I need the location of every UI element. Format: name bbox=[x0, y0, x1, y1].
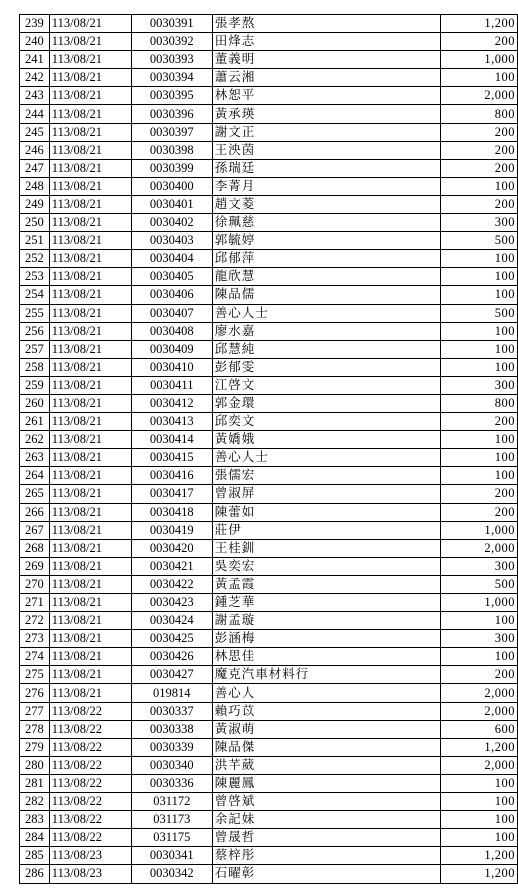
donor-name: 謝孟璇 bbox=[212, 612, 441, 630]
receipt-number: 0030392 bbox=[131, 33, 212, 51]
donor-name: 林恕平 bbox=[212, 87, 441, 105]
donation-amount: 100 bbox=[441, 467, 518, 485]
row-number: 255 bbox=[20, 304, 50, 322]
receipt-number: 0030406 bbox=[131, 286, 212, 304]
row-number: 270 bbox=[20, 575, 50, 593]
receipt-number: 0030426 bbox=[131, 648, 212, 666]
donation-amount: 1,000 bbox=[441, 51, 518, 69]
donor-name: 余記妹 bbox=[212, 811, 441, 829]
donor-name: 洪芊葳 bbox=[212, 756, 441, 774]
donation-date: 113/08/21 bbox=[49, 575, 131, 593]
donation-amount: 200 bbox=[441, 123, 518, 141]
donor-name: 謝文正 bbox=[212, 123, 441, 141]
donation-date: 113/08/21 bbox=[49, 612, 131, 630]
donation-amount: 100 bbox=[441, 286, 518, 304]
donor-name: 曾淑屏 bbox=[212, 485, 441, 503]
receipt-number: 0030405 bbox=[131, 268, 212, 286]
receipt-number: 0030425 bbox=[131, 630, 212, 648]
receipt-number: 0030414 bbox=[131, 431, 212, 449]
table-row bbox=[20, 376, 518, 394]
row-number: 278 bbox=[20, 720, 50, 738]
receipt-number: 0030423 bbox=[131, 594, 212, 612]
donation-date: 113/08/21 bbox=[49, 123, 131, 141]
row-number: 248 bbox=[20, 177, 50, 195]
donation-date: 113/08/21 bbox=[49, 449, 131, 467]
donation-date: 113/08/21 bbox=[49, 159, 131, 177]
donation-date: 113/08/21 bbox=[49, 15, 131, 33]
donation-amount: 100 bbox=[441, 774, 518, 792]
donation-date: 113/08/21 bbox=[49, 394, 131, 412]
row-number: 260 bbox=[20, 394, 50, 412]
table-row bbox=[20, 539, 518, 557]
donation-amount: 200 bbox=[441, 666, 518, 684]
donor-name: 善心人士 bbox=[212, 449, 441, 467]
table-row bbox=[20, 322, 518, 340]
receipt-number: 0030336 bbox=[131, 774, 212, 792]
donation-date: 113/08/21 bbox=[49, 684, 131, 702]
donation-amount: 300 bbox=[441, 630, 518, 648]
table-row bbox=[20, 449, 518, 467]
donation-date: 113/08/23 bbox=[49, 865, 131, 883]
donation-date: 113/08/22 bbox=[49, 829, 131, 847]
donation-amount: 300 bbox=[441, 214, 518, 232]
table-row bbox=[20, 503, 518, 521]
row-number: 256 bbox=[20, 322, 50, 340]
table-row bbox=[20, 304, 518, 322]
donor-name: 曾啓斌 bbox=[212, 793, 441, 811]
donation-amount: 100 bbox=[441, 250, 518, 268]
table-row bbox=[20, 394, 518, 412]
donation-amount: 1,000 bbox=[441, 521, 518, 539]
donor-name: 邱慧純 bbox=[212, 340, 441, 358]
donor-name: 張儒宏 bbox=[212, 467, 441, 485]
table-row bbox=[20, 793, 518, 811]
donation-date: 113/08/21 bbox=[49, 340, 131, 358]
table-row bbox=[20, 232, 518, 250]
receipt-number: 0030341 bbox=[131, 847, 212, 865]
donor-name: 賴巧苡 bbox=[212, 702, 441, 720]
donation-date: 113/08/21 bbox=[49, 539, 131, 557]
donor-name: 黃承瑛 bbox=[212, 105, 441, 123]
donor-name: 邱郁萍 bbox=[212, 250, 441, 268]
receipt-number: 0030401 bbox=[131, 195, 212, 213]
table-row bbox=[20, 195, 518, 213]
row-number: 259 bbox=[20, 376, 50, 394]
table-row bbox=[20, 268, 518, 286]
receipt-number: 0030418 bbox=[131, 503, 212, 521]
donation-date: 113/08/21 bbox=[49, 666, 131, 684]
receipt-number: 019814 bbox=[131, 684, 212, 702]
donation-amount: 1,000 bbox=[441, 594, 518, 612]
receipt-number: 0030396 bbox=[131, 105, 212, 123]
donation-date: 113/08/21 bbox=[49, 521, 131, 539]
donation-amount: 200 bbox=[441, 195, 518, 213]
table-row bbox=[20, 69, 518, 87]
donor-name: 王泱茵 bbox=[212, 141, 441, 159]
row-number: 254 bbox=[20, 286, 50, 304]
table-row bbox=[20, 738, 518, 756]
donation-date: 113/08/21 bbox=[49, 69, 131, 87]
donor-name: 江啓文 bbox=[212, 376, 441, 394]
row-number: 257 bbox=[20, 340, 50, 358]
row-number: 280 bbox=[20, 756, 50, 774]
row-number: 249 bbox=[20, 195, 50, 213]
table-row bbox=[20, 286, 518, 304]
row-number: 243 bbox=[20, 87, 50, 105]
table-row bbox=[20, 811, 518, 829]
donor-name: 郭毓婷 bbox=[212, 232, 441, 250]
donation-amount: 100 bbox=[441, 322, 518, 340]
donor-name: 善心人 bbox=[212, 684, 441, 702]
donation-amount: 2,000 bbox=[441, 87, 518, 105]
donor-name: 張孝熬 bbox=[212, 15, 441, 33]
donation-date: 113/08/21 bbox=[49, 250, 131, 268]
donation-date: 113/08/21 bbox=[49, 358, 131, 376]
row-number: 261 bbox=[20, 413, 50, 431]
row-number: 253 bbox=[20, 268, 50, 286]
donor-name: 陳麗鳳 bbox=[212, 774, 441, 792]
donor-name: 彭涵梅 bbox=[212, 630, 441, 648]
table-row bbox=[20, 630, 518, 648]
row-number: 239 bbox=[20, 15, 50, 33]
table-row bbox=[20, 340, 518, 358]
row-number: 271 bbox=[20, 594, 50, 612]
receipt-number: 0030397 bbox=[131, 123, 212, 141]
donation-amount: 1,200 bbox=[441, 865, 518, 883]
donation-amount: 200 bbox=[441, 159, 518, 177]
table-row bbox=[20, 774, 518, 792]
donor-name: 趙文菱 bbox=[212, 195, 441, 213]
donation-date: 113/08/21 bbox=[49, 51, 131, 69]
receipt-number: 0030411 bbox=[131, 376, 212, 394]
receipt-number: 0030340 bbox=[131, 756, 212, 774]
receipt-number: 0030417 bbox=[131, 485, 212, 503]
donation-amount: 100 bbox=[441, 340, 518, 358]
donation-amount: 500 bbox=[441, 304, 518, 322]
donation-date: 113/08/22 bbox=[49, 811, 131, 829]
donation-amount: 2,000 bbox=[441, 702, 518, 720]
donor-name: 蔡梓彤 bbox=[212, 847, 441, 865]
donor-name: 董義明 bbox=[212, 51, 441, 69]
donor-name: 孫瑞廷 bbox=[212, 159, 441, 177]
receipt-number: 0030404 bbox=[131, 250, 212, 268]
donation-table bbox=[19, 14, 518, 884]
row-number: 275 bbox=[20, 666, 50, 684]
donation-amount: 100 bbox=[441, 811, 518, 829]
donation-date: 113/08/22 bbox=[49, 738, 131, 756]
donation-amount: 1,200 bbox=[441, 15, 518, 33]
donor-name: 善心人士 bbox=[212, 304, 441, 322]
row-number: 283 bbox=[20, 811, 50, 829]
donation-date: 113/08/21 bbox=[49, 195, 131, 213]
donor-name: 田烽志 bbox=[212, 33, 441, 51]
donation-amount: 300 bbox=[441, 557, 518, 575]
donor-name: 林思佳 bbox=[212, 648, 441, 666]
donation-date: 113/08/21 bbox=[49, 304, 131, 322]
table-row bbox=[20, 413, 518, 431]
table-row bbox=[20, 123, 518, 141]
receipt-number: 0030413 bbox=[131, 413, 212, 431]
donation-amount: 200 bbox=[441, 485, 518, 503]
donation-date: 113/08/21 bbox=[49, 322, 131, 340]
table-row bbox=[20, 431, 518, 449]
donation-amount: 1,200 bbox=[441, 738, 518, 756]
row-number: 246 bbox=[20, 141, 50, 159]
row-number: 279 bbox=[20, 738, 50, 756]
row-number: 282 bbox=[20, 793, 50, 811]
donation-amount: 300 bbox=[441, 376, 518, 394]
row-number: 269 bbox=[20, 557, 50, 575]
table-row bbox=[20, 847, 518, 865]
row-number: 273 bbox=[20, 630, 50, 648]
donation-amount: 100 bbox=[441, 612, 518, 630]
table-row bbox=[20, 105, 518, 123]
table-row bbox=[20, 33, 518, 51]
row-number: 276 bbox=[20, 684, 50, 702]
donation-amount: 800 bbox=[441, 394, 518, 412]
row-number: 245 bbox=[20, 123, 50, 141]
receipt-number: 0030424 bbox=[131, 612, 212, 630]
donor-name: 魔克汽車材料行 bbox=[212, 666, 441, 684]
row-number: 272 bbox=[20, 612, 50, 630]
donor-name: 王桂釧 bbox=[212, 539, 441, 557]
receipt-number: 0030400 bbox=[131, 177, 212, 195]
receipt-number: 0030393 bbox=[131, 51, 212, 69]
row-number: 274 bbox=[20, 648, 50, 666]
row-number: 242 bbox=[20, 69, 50, 87]
row-number: 285 bbox=[20, 847, 50, 865]
row-number: 251 bbox=[20, 232, 50, 250]
table-row bbox=[20, 521, 518, 539]
donation-date: 113/08/22 bbox=[49, 774, 131, 792]
donation-date: 113/08/21 bbox=[49, 214, 131, 232]
row-number: 265 bbox=[20, 485, 50, 503]
table-row bbox=[20, 214, 518, 232]
donation-date: 113/08/21 bbox=[49, 177, 131, 195]
row-number: 240 bbox=[20, 33, 50, 51]
donation-amount: 100 bbox=[441, 449, 518, 467]
table-row bbox=[20, 702, 518, 720]
donor-name: 彭郁雯 bbox=[212, 358, 441, 376]
donation-amount: 2,000 bbox=[441, 756, 518, 774]
row-number: 263 bbox=[20, 449, 50, 467]
receipt-number: 0030339 bbox=[131, 738, 212, 756]
donor-name: 陳蕾如 bbox=[212, 503, 441, 521]
receipt-number: 0030420 bbox=[131, 539, 212, 557]
donation-date: 113/08/21 bbox=[49, 467, 131, 485]
donation-date: 113/08/21 bbox=[49, 232, 131, 250]
receipt-number: 0030338 bbox=[131, 720, 212, 738]
donation-date: 113/08/21 bbox=[49, 431, 131, 449]
donation-date: 113/08/21 bbox=[49, 485, 131, 503]
donation-amount: 2,000 bbox=[441, 539, 518, 557]
donation-date: 113/08/21 bbox=[49, 141, 131, 159]
donation-amount: 100 bbox=[441, 829, 518, 847]
receipt-number: 0030409 bbox=[131, 340, 212, 358]
donor-name: 陳品傑 bbox=[212, 738, 441, 756]
table-row bbox=[20, 684, 518, 702]
receipt-number: 0030407 bbox=[131, 304, 212, 322]
donation-date: 113/08/23 bbox=[49, 847, 131, 865]
donor-name: 鍾芝華 bbox=[212, 594, 441, 612]
receipt-number: 031175 bbox=[131, 829, 212, 847]
receipt-number: 0030419 bbox=[131, 521, 212, 539]
donation-date: 113/08/21 bbox=[49, 594, 131, 612]
receipt-number: 0030416 bbox=[131, 467, 212, 485]
donor-name: 莊伊 bbox=[212, 521, 441, 539]
donation-amount: 100 bbox=[441, 648, 518, 666]
donation-amount: 100 bbox=[441, 358, 518, 376]
receipt-number: 0030399 bbox=[131, 159, 212, 177]
receipt-number: 0030415 bbox=[131, 449, 212, 467]
donation-date: 113/08/21 bbox=[49, 630, 131, 648]
row-number: 241 bbox=[20, 51, 50, 69]
row-number: 268 bbox=[20, 539, 50, 557]
donor-name: 吳奕宏 bbox=[212, 557, 441, 575]
receipt-number: 0030337 bbox=[131, 702, 212, 720]
donation-amount: 100 bbox=[441, 177, 518, 195]
receipt-number: 031173 bbox=[131, 811, 212, 829]
donor-name: 曾晟哲 bbox=[212, 829, 441, 847]
table-row bbox=[20, 467, 518, 485]
donor-name: 黃嬌娥 bbox=[212, 431, 441, 449]
row-number: 264 bbox=[20, 467, 50, 485]
row-number: 281 bbox=[20, 774, 50, 792]
donation-amount: 200 bbox=[441, 413, 518, 431]
table-row bbox=[20, 485, 518, 503]
donation-amount: 600 bbox=[441, 720, 518, 738]
row-number: 250 bbox=[20, 214, 50, 232]
donor-name: 郭金環 bbox=[212, 394, 441, 412]
donor-name: 黃淑萌 bbox=[212, 720, 441, 738]
row-number: 284 bbox=[20, 829, 50, 847]
receipt-number: 0030427 bbox=[131, 666, 212, 684]
donation-date: 113/08/21 bbox=[49, 268, 131, 286]
receipt-number: 0030398 bbox=[131, 141, 212, 159]
donation-date: 113/08/22 bbox=[49, 702, 131, 720]
donor-name: 廖水嘉 bbox=[212, 322, 441, 340]
receipt-number: 0030342 bbox=[131, 865, 212, 883]
receipt-number: 031172 bbox=[131, 793, 212, 811]
table-row bbox=[20, 612, 518, 630]
donor-name: 李菁月 bbox=[212, 177, 441, 195]
table-row bbox=[20, 666, 518, 684]
table-row bbox=[20, 141, 518, 159]
table-row bbox=[20, 756, 518, 774]
table-row bbox=[20, 720, 518, 738]
donation-date: 113/08/21 bbox=[49, 648, 131, 666]
receipt-number: 0030391 bbox=[131, 15, 212, 33]
donation-date: 113/08/21 bbox=[49, 33, 131, 51]
table-row bbox=[20, 177, 518, 195]
row-number: 277 bbox=[20, 702, 50, 720]
donation-date: 113/08/21 bbox=[49, 503, 131, 521]
row-number: 266 bbox=[20, 503, 50, 521]
donation-amount: 200 bbox=[441, 503, 518, 521]
donation-amount: 100 bbox=[441, 793, 518, 811]
donation-date: 113/08/21 bbox=[49, 105, 131, 123]
table-row bbox=[20, 87, 518, 105]
row-number: 262 bbox=[20, 431, 50, 449]
donation-amount: 200 bbox=[441, 33, 518, 51]
row-number: 267 bbox=[20, 521, 50, 539]
donation-date: 113/08/21 bbox=[49, 413, 131, 431]
donor-name: 邱奕文 bbox=[212, 413, 441, 431]
table-row bbox=[20, 865, 518, 883]
table-row bbox=[20, 159, 518, 177]
receipt-number: 0030422 bbox=[131, 575, 212, 593]
donation-date: 113/08/22 bbox=[49, 793, 131, 811]
table-row bbox=[20, 575, 518, 593]
donation-amount: 800 bbox=[441, 105, 518, 123]
table-row bbox=[20, 557, 518, 575]
row-number: 252 bbox=[20, 250, 50, 268]
receipt-number: 0030395 bbox=[131, 87, 212, 105]
table-row bbox=[20, 250, 518, 268]
table-row bbox=[20, 51, 518, 69]
donation-amount: 100 bbox=[441, 268, 518, 286]
table-row bbox=[20, 358, 518, 376]
table-row bbox=[20, 648, 518, 666]
donation-amount: 200 bbox=[441, 141, 518, 159]
donor-name: 蕭云湘 bbox=[212, 69, 441, 87]
donor-name: 石曜彰 bbox=[212, 865, 441, 883]
donation-amount: 2,000 bbox=[441, 684, 518, 702]
donor-name: 徐珮慈 bbox=[212, 214, 441, 232]
table-row bbox=[20, 829, 518, 847]
receipt-number: 0030421 bbox=[131, 557, 212, 575]
donation-amount: 100 bbox=[441, 69, 518, 87]
row-number: 244 bbox=[20, 105, 50, 123]
receipt-number: 0030394 bbox=[131, 69, 212, 87]
receipt-number: 0030408 bbox=[131, 322, 212, 340]
donor-name: 黃孟霞 bbox=[212, 575, 441, 593]
donation-date: 113/08/22 bbox=[49, 720, 131, 738]
row-number: 258 bbox=[20, 358, 50, 376]
donor-name: 龍欣慧 bbox=[212, 268, 441, 286]
donation-amount: 500 bbox=[441, 232, 518, 250]
table-row bbox=[20, 15, 518, 33]
donor-name: 陳品儒 bbox=[212, 286, 441, 304]
donation-date: 113/08/21 bbox=[49, 87, 131, 105]
donation-date: 113/08/21 bbox=[49, 376, 131, 394]
donation-amount: 500 bbox=[441, 575, 518, 593]
donation-date: 113/08/21 bbox=[49, 557, 131, 575]
table-body bbox=[20, 15, 518, 884]
table-row bbox=[20, 594, 518, 612]
receipt-number: 0030410 bbox=[131, 358, 212, 376]
receipt-number: 0030403 bbox=[131, 232, 212, 250]
receipt-number: 0030402 bbox=[131, 214, 212, 232]
donation-date: 113/08/21 bbox=[49, 286, 131, 304]
donation-amount: 100 bbox=[441, 431, 518, 449]
donation-amount: 1,200 bbox=[441, 847, 518, 865]
row-number: 286 bbox=[20, 865, 50, 883]
receipt-number: 0030412 bbox=[131, 394, 212, 412]
donation-date: 113/08/22 bbox=[49, 756, 131, 774]
row-number: 247 bbox=[20, 159, 50, 177]
